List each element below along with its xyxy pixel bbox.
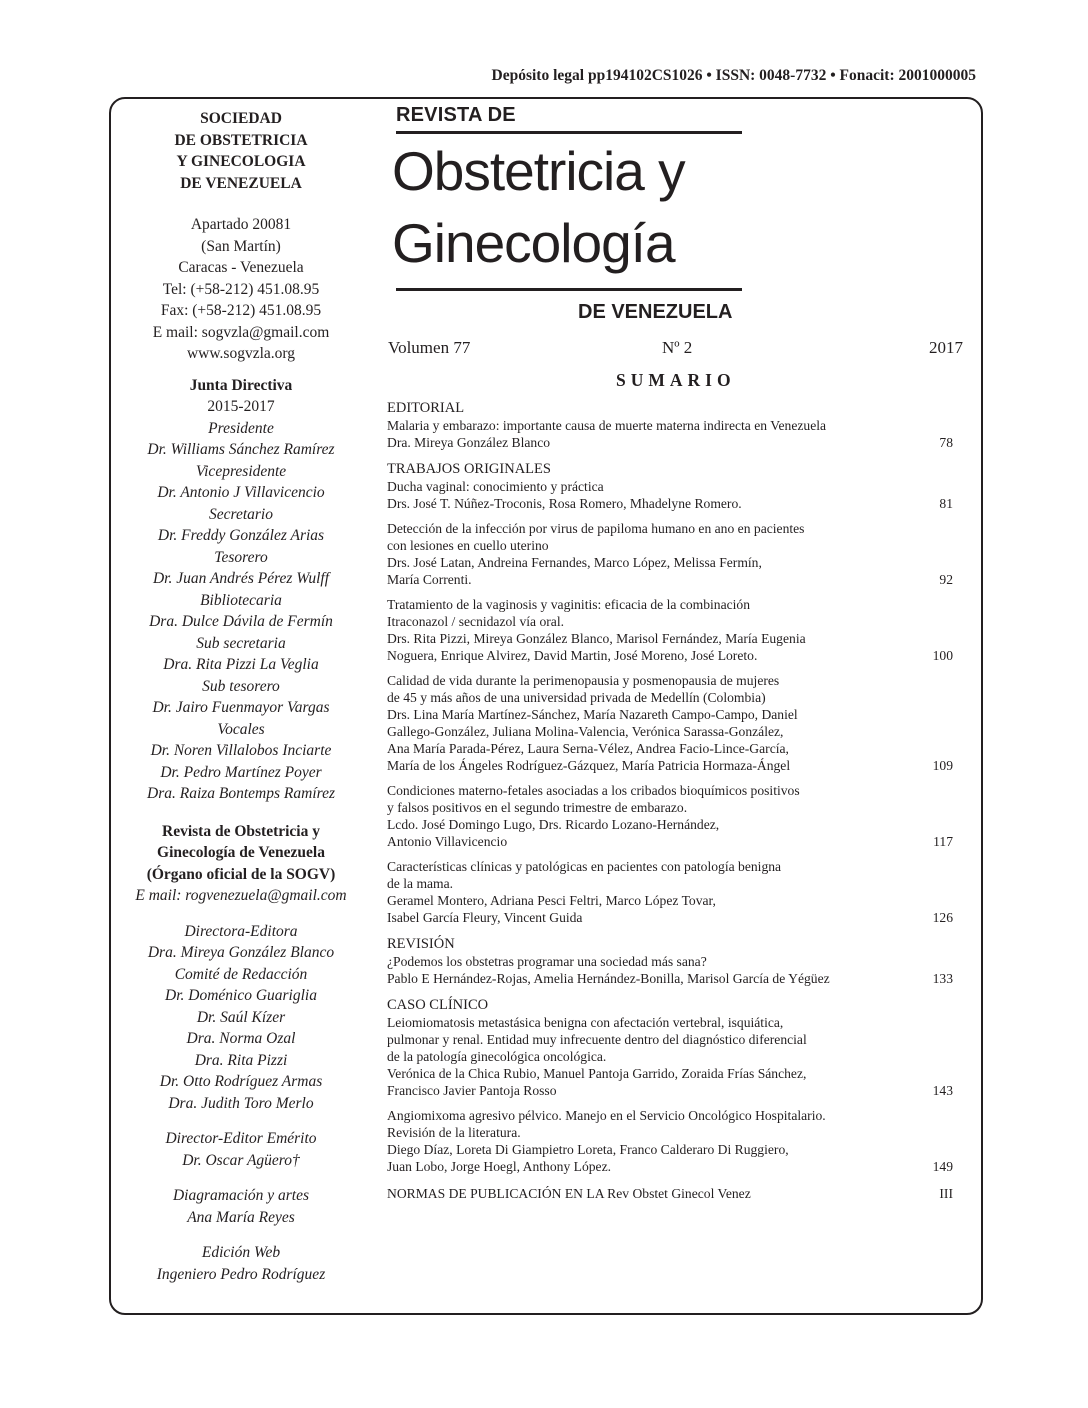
toc-page-number: III: [939, 1186, 953, 1201]
issue-number: Nº 2: [662, 338, 693, 357]
board-line: Dr. Doménico Guariglia: [165, 987, 317, 1004]
toc-entry-line: Drs. José Latan, Andreina Fernandes, Marco López, Melissa Fermín,: [387, 555, 762, 570]
board-line: Dra. Rita Pizzi: [194, 1051, 288, 1069]
junta-line: Dra. Dulce Dávila de Fermín: [149, 613, 333, 630]
editorial-board: [118, 921, 364, 1115]
toc-entry-line: ¿Podemos los obstetras programar una sociedad más sana?: [387, 954, 707, 969]
toc-entry-line: Dra. Mireya González Blanco: [387, 435, 551, 450]
board-line: Directora-Editora: [184, 922, 298, 940]
web-credits: [118, 1242, 364, 1285]
toc-entry-line: Diego Díaz, Loreta Di Giampietro Loreta, Franco Calderaro Di Ruggiero,: [387, 1142, 789, 1157]
section-title-trabajos-originales: TRABAJOS ORIGINALES: [387, 461, 551, 477]
junta-line: Secretario: [209, 505, 273, 523]
toc-entry-line: Itraconazol / secnidazol vía oral.: [387, 614, 565, 629]
toc-entry[interactable]: [387, 953, 967, 987]
toc-entry-line: pulmonar y renal. Entidad muy infrecuente dentro del diagnóstico diferencial: [387, 1032, 807, 1047]
contact-line: Apartado 20081: [190, 216, 292, 233]
toc-entry-line: Drs. José T. Núñez-Troconis, Rosa Romero, Mhadelyne Romero.: [387, 496, 742, 511]
toc-entry[interactable]: [387, 520, 967, 588]
web-line: Edición Web: [201, 1244, 281, 1261]
junta-line: Sub secretaria: [196, 634, 286, 652]
revista-email[interactable]: E mail: rogvenezuela@gmail.com: [135, 887, 347, 904]
junta-line: Presidente: [208, 419, 274, 437]
toc-entry-line: Juan Lobo, Jorge Hoegl, Anthony López.: [387, 1159, 612, 1174]
toc-entry[interactable]: [387, 478, 967, 512]
contact-line: Fax: (+58-212) 451.08.95: [160, 302, 322, 319]
masthead-title-line-1: Obstetricia y: [392, 140, 685, 202]
toc-page-number: 92: [939, 572, 953, 587]
toc-entry-line: de la mama.: [387, 876, 454, 891]
junta-line: Vicepresidente: [195, 462, 287, 480]
toc-entry-line: Francisco Javier Pantoja Rosso: [387, 1083, 557, 1098]
table-of-contents: [387, 400, 967, 1202]
junta-list: [118, 418, 364, 805]
issue-volume: Volumen 77: [388, 338, 471, 357]
board-line: Dra. Mireya González Blanco: [147, 944, 335, 961]
junta-line: Dr. Noren Villalobos Inciarte: [150, 742, 332, 759]
sumario-title: SUMARIO: [616, 370, 736, 390]
toc-entry[interactable]: [387, 1107, 967, 1175]
revista-organization: [118, 821, 364, 886]
toc-entry-line: Drs. Lina María Martínez-Sánchez, María Nazareth Campo-Campo, Daniel: [387, 707, 798, 722]
toc-entry-line: Antonio Villavicencio: [387, 834, 508, 849]
header-legal-line: Depósito legal pp194102CS1026 • ISSN: 0048-7732 • Fonacit: 2001000005: [491, 67, 976, 84]
toc-page-number: 81: [939, 496, 953, 511]
masthead-revista-de: REVISTA DE: [396, 104, 516, 126]
toc-entry-line: Lcdo. José Domingo Lugo, Drs. Ricardo Lozano-Hernández,: [387, 817, 720, 832]
toc-entry-line: con lesiones en cuello uterino: [387, 538, 549, 553]
junta-years: 2015-2017: [207, 398, 275, 415]
contact-website-link[interactable]: www.sogvzla.org: [186, 345, 296, 362]
society-name: [118, 108, 364, 194]
web-line: Ingeniero Pedro Rodríguez: [156, 1265, 326, 1283]
toc-page-number: 117: [933, 834, 953, 849]
toc-entry-line: de la patología ginecológica oncológica.: [387, 1049, 607, 1064]
junta-line: Dr. Pedro Martínez Poyer: [160, 763, 322, 781]
toc-entry-line: Geramel Montero, Adriana Pesci Feltri, Marco López Tovar,: [387, 893, 716, 908]
section-title-editorial: EDITORIAL: [387, 400, 465, 416]
toc-entry-line: NORMAS DE PUBLICACIÓN EN LA Rev Obstet Ginecol Venez: [387, 1186, 751, 1201]
toc-entry-line: Revisión de la literatura.: [387, 1125, 521, 1140]
revista-org-line: Revista de Obstetricia y: [162, 822, 320, 840]
toc-entry-line: Condiciones materno-fetales asociadas a los cribados bioquímicos positivos: [387, 783, 800, 798]
toc-page-number: 78: [939, 435, 953, 450]
section-title-revision: REVISIÓN: [387, 936, 455, 952]
toc-entry-line: Ducha vaginal: conocimiento y práctica: [387, 479, 604, 494]
board-line: Dra. Judith Toro Merlo: [168, 1094, 314, 1112]
toc-entry-line: María Correnti.: [387, 572, 472, 587]
junta-line: Dra. Rita Pizzi La Veglia: [163, 656, 319, 673]
masthead-bottom-rule: [396, 288, 742, 291]
junta-title: Junta Directiva: [189, 376, 293, 394]
masthead-title-line-2: Ginecología: [392, 212, 675, 274]
toc-page-number: 109: [932, 758, 953, 773]
toc-page-number: 100: [932, 648, 953, 663]
toc-entry-line: Drs. Rita Pizzi, Mireya González Blanco, Marisol Fernández, María Eugenia: [387, 631, 806, 646]
toc-entry-line: Isabel García Fleury, Vincent Guida: [387, 910, 583, 925]
editor-emeritus: [118, 1128, 364, 1171]
toc-entry-line: Gallego-González, Juliana Molina-Valencia, Verónica Sarassa-González,: [387, 724, 784, 739]
toc-entry-line: Malaria y embarazo: importante causa de muerte materna indirecta en Venezuela: [387, 418, 827, 433]
toc-entry-line: de 45 y más años de una universidad privada de Medellín (Colombia): [387, 690, 766, 705]
contact-email[interactable]: E mail: sogvzla@gmail.com: [152, 323, 330, 341]
toc-page-number: 143: [932, 1083, 953, 1098]
society-contact: [118, 214, 364, 365]
left-column: [118, 108, 364, 1285]
section-title-caso-clinico: CASO CLÍNICO: [387, 997, 489, 1013]
toc-page-number: 133: [932, 971, 953, 986]
junta-line: Tesorero: [214, 548, 268, 566]
toc-entry-line: Angiomixoma agresivo pélvico. Manejo en el Servicio Oncológico Hospitalario.: [387, 1108, 826, 1123]
toc-entry-line: y falsos positivos en el segundo trimestre de embarazo.: [387, 800, 688, 815]
toc-entry[interactable]: [387, 858, 967, 926]
junta-line: Bibliotecaria: [200, 591, 282, 609]
board-line: Comité de Redacción: [174, 965, 308, 983]
toc-entry-line: Calidad de vida durante la perimenopausia y posmenopausia de mujeres: [387, 673, 780, 688]
junta-line: Sub tesorero: [202, 677, 280, 695]
toc-entry[interactable]: [387, 417, 967, 451]
masthead-de-venezuela: DE VENEZUELA: [578, 301, 733, 323]
revista-org-line: (Órgano oficial de la SOGV): [146, 865, 336, 883]
toc-entry-line: Ana María Parada-Pérez, Laura Serna-Vélez, Andrea Facio-Lince-García,: [387, 741, 789, 756]
contact-line: Caracas - Venezuela: [178, 259, 304, 276]
toc-entry-line: Leiomiomatosis metastásica benigna con afectación vertebral, isquiática,: [387, 1015, 784, 1030]
toc-entry-line: María de los Ángeles Rodríguez-Gázquez, María Patricia Hormaza-Ángel: [387, 758, 791, 773]
emeritus-line: Dr. Oscar Agüero†: [182, 1151, 300, 1169]
junta-line: Dra. Raiza Bontemps Ramírez: [147, 785, 335, 802]
junta-line: Vocales: [217, 720, 265, 738]
toc-page-number: 126: [932, 910, 953, 925]
toc-entry[interactable]: [387, 782, 967, 850]
toc-entry-line: Verónica de la Chica Rubio, Manuel Pantoja Garrido, Zoraida Frías Sánchez,: [387, 1066, 807, 1081]
design-line: Diagramación y artes: [172, 1187, 310, 1204]
contact-line: Tel: (+58-212) 451.08.95: [162, 280, 320, 298]
toc-entry-line: Pablo E Hernández-Rojas, Amelia Hernández-Bonilla, Marisol García de Yégüez: [387, 971, 830, 986]
contact-line: (San Martín): [201, 237, 281, 255]
toc-entry[interactable]: [387, 672, 967, 774]
society-name-line: SOCIEDAD: [200, 110, 282, 127]
issue-year: 2017: [929, 338, 963, 357]
society-name-line: DE OBSTETRICIA: [174, 131, 308, 149]
board-line: Dr. Saúl Kízer: [196, 1008, 286, 1026]
board-line: Dr. Otto Rodríguez Armas: [159, 1073, 323, 1090]
toc-entry[interactable]: [387, 596, 967, 664]
toc-entry-line: Características clínicas y patológicas en pacientes con patología benigna: [387, 859, 782, 874]
junta-line: Dr. Antonio J Villavicencio: [157, 484, 325, 501]
board-line: Dra. Norma Ozal: [186, 1030, 296, 1047]
junta-line: Dr. Juan Andrés Pérez Wulff: [152, 570, 330, 587]
toc-entry-line: Tratamiento de la vaginosis y vaginitis: eficacia de la combinación: [387, 597, 751, 612]
toc-page-number: 149: [932, 1159, 953, 1174]
toc-entry-normas[interactable]: [387, 1185, 967, 1202]
emeritus-line: Director-Editor Emérito: [165, 1130, 317, 1147]
toc-entry-line: Detección de la infección por virus de papiloma humano en ano en pacientes: [387, 521, 805, 536]
design-credits: [118, 1185, 364, 1228]
society-name-line: DE VENEZUELA: [180, 174, 302, 192]
society-name-line: Y GINECOLOGIA: [176, 153, 306, 170]
masthead-top-rule: [396, 131, 742, 134]
design-line: Ana María Reyes: [187, 1208, 295, 1226]
toc-entry-line: Noguera, Enrique Alvirez, David Martin, José Moreno, José Loreto.: [387, 648, 758, 663]
junta-line: Dr. Freddy González Arias: [157, 527, 325, 544]
junta-line: Dr. Williams Sánchez Ramírez: [147, 441, 335, 458]
junta-line: Dr. Jairo Fuenmayor Vargas: [152, 699, 330, 716]
toc-entry[interactable]: [387, 1014, 967, 1099]
revista-org-line: Ginecología de Venezuela: [157, 844, 325, 861]
